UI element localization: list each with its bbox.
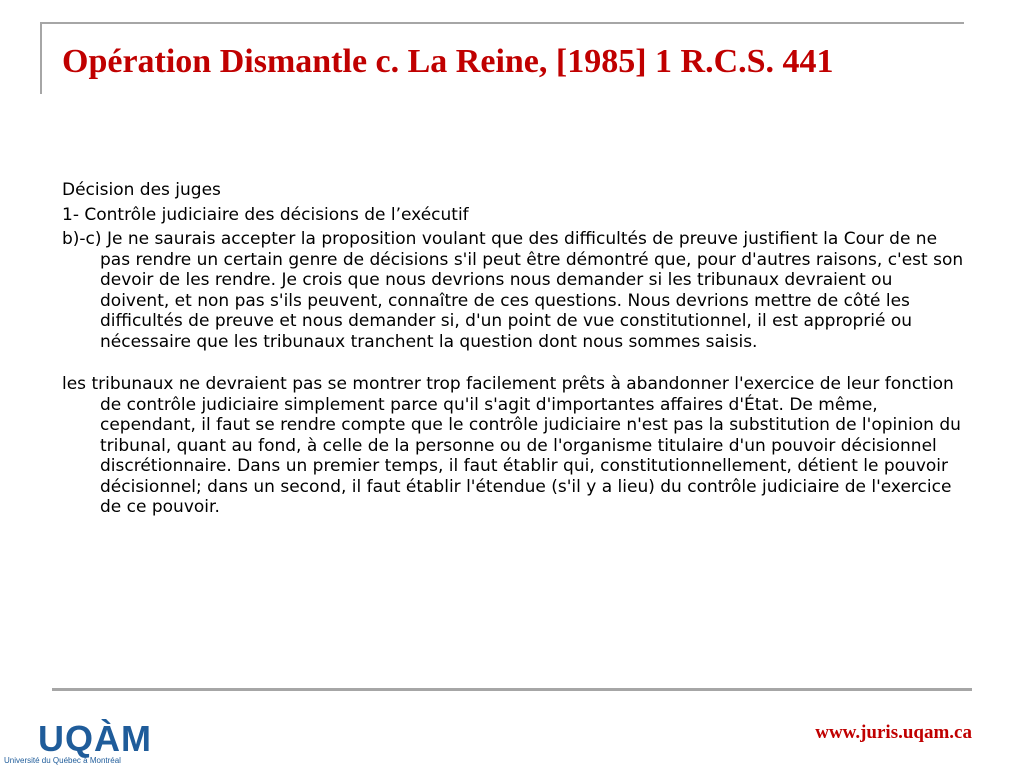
top-frame-line	[40, 22, 964, 24]
uqam-logo	[4, 718, 154, 768]
body-subheading: 1- Contrôle judiciaire des décisions de l’exécutif	[62, 204, 469, 225]
body-paragraph-quote-2: les tribunaux ne devraient pas se montrer trop facilement prêts à abandonner l'exercice de leur fonction de contrôle judiciaire simplement parce qu'il s'agit d'importantes affaires d'État. De même, cependant, il faut se rendre compte que le contrôle judiciaire n'est pas la substitution de l'opinion du tribunal, quant au fond, à celle de la personne ou de l'organisme titulaire d'un pouvoir décisionnel discrétionnaire. Dans un premier temps, il faut établir qui, constitutionnellement, détient le pouvoir décisionnel; dans un second, il faut établir l'étendue (s'il y a lieu) du contrôle judiciaire de l'exercice de ce pouvoir.	[62, 374, 961, 517]
slide-title: Opération Dismantle c. La Reine, [1985] 1 R.C.S. 441	[62, 43, 834, 80]
logo-subtitle: Université du Québec à Montréal	[4, 756, 121, 765]
body-heading: Décision des juges	[62, 180, 221, 200]
footer-website-link[interactable]: www.juris.uqam.ca	[815, 722, 972, 743]
bottom-divider	[52, 688, 972, 691]
logo-wordmark: UQÀM	[38, 718, 152, 759]
slide-body	[62, 180, 967, 522]
body-paragraph-quote-1: b)-c) Je ne saurais accepter la proposition voulant que des difficultés de preuve justifient la Cour de ne pas rendre un certain genre de décisions s'il peut être démontré que, pour d'autres raisons, c'est son devoir de les rendre. Je crois que nous devrions nous demander si les tribunaux devraient ou doivent, et non pas s'ils peuvent, connaître de ces questions. Nous devrions mettre de côté les difficultés de preuve et nous demander si, d'un point de vue constitutionnel, il est approprié ou nécessaire que les tribunaux tranchent la question dont nous sommes saisis.	[62, 229, 964, 352]
left-frame-line	[40, 22, 42, 94]
